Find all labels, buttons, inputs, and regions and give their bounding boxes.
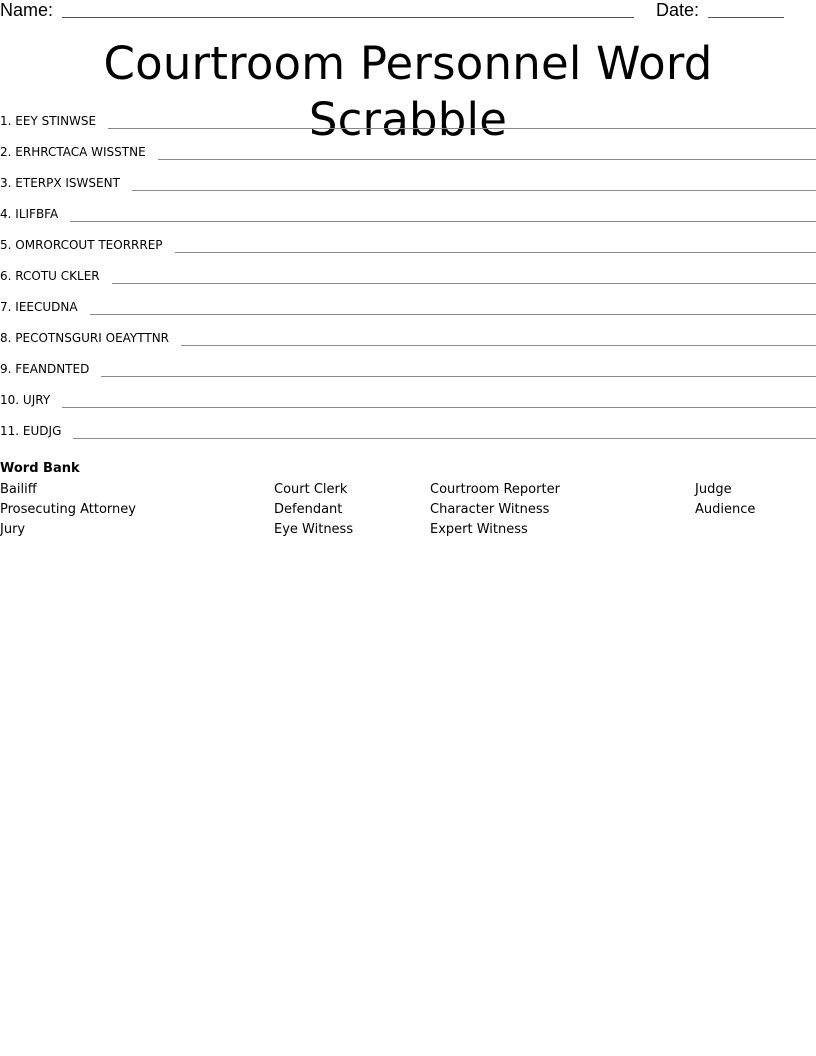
scrambled-word: PECOTNSGURI OEAYTTNR (15, 331, 170, 345)
date-field-line[interactable] (708, 17, 784, 18)
question-item (0, 234, 816, 265)
word-bank-item: Jury (0, 522, 26, 537)
word-bank-item: Courtroom Reporter (430, 482, 560, 497)
answer-line[interactable] (112, 283, 816, 284)
answer-line[interactable] (73, 438, 816, 439)
word-bank-item: Court Clerk (274, 482, 348, 497)
answer-line[interactable] (70, 221, 816, 222)
question-item (0, 265, 816, 296)
word-bank-heading: Word Bank (0, 461, 80, 476)
answer-line[interactable] (175, 252, 816, 253)
question-item (0, 296, 816, 327)
header-row (0, 0, 816, 24)
question-number: 8. (0, 331, 12, 345)
question-item (0, 358, 816, 389)
question-item (0, 327, 816, 358)
word-bank-item: Judge (695, 482, 732, 497)
question-item (0, 141, 816, 172)
question-number: 2. (0, 145, 12, 159)
answer-line[interactable] (101, 376, 816, 377)
scrambled-word: IEECUDNA (15, 300, 78, 314)
answer-line[interactable] (62, 407, 816, 408)
question-item (0, 172, 816, 203)
question-number: 1. (0, 114, 12, 128)
word-bank-item: Defendant (274, 502, 343, 517)
question-number: 7. (0, 300, 12, 314)
answer-line[interactable] (108, 128, 816, 129)
question-number: 11. (0, 424, 20, 438)
question-item (0, 420, 816, 451)
answer-line[interactable] (181, 345, 816, 346)
word-bank-item: Prosecuting Attorney (0, 502, 136, 517)
answer-line[interactable] (158, 159, 816, 160)
question-item (0, 389, 816, 420)
date-label: Date: (656, 0, 700, 20)
question-number: 10. (0, 393, 20, 407)
word-bank-item: Eye Witness (274, 522, 354, 537)
scrambled-word: UJRY (22, 393, 51, 407)
scrambled-word: EUDJG (22, 424, 62, 438)
name-field-line[interactable] (62, 17, 634, 18)
question-number: 3. (0, 176, 12, 190)
scrambled-word: FEANDNTED (15, 362, 90, 376)
question-number: 5. (0, 238, 12, 252)
question-item (0, 203, 816, 234)
scrambled-word: ERHRCTACA WISSTNE (15, 145, 146, 159)
answer-line[interactable] (90, 314, 816, 315)
scrambled-word: RCOTU CKLER (15, 269, 100, 283)
word-bank-grid (0, 480, 816, 544)
word-bank (0, 460, 816, 544)
name-label: Name: (0, 0, 54, 20)
word-bank-item: Bailiff (0, 482, 37, 497)
word-bank-item: Character Witness (430, 502, 550, 517)
page-title: Courtroom Personnel Word Scrabble (103, 37, 713, 146)
word-bank-item: Audience (695, 502, 756, 517)
question-item (0, 110, 816, 141)
question-number: 9. (0, 362, 12, 376)
word-bank-item: Expert Witness (430, 522, 528, 537)
scrambled-word: ILIFBFA (15, 207, 59, 221)
scrambled-word: EEY STINWSE (15, 114, 97, 128)
question-number: 4. (0, 207, 12, 221)
answer-line[interactable] (132, 190, 816, 191)
question-number: 6. (0, 269, 12, 283)
question-list (0, 110, 816, 451)
scrambled-word: OMRORCOUT TEORRREP (15, 238, 163, 252)
scrambled-word: ETERPX ISWSENT (15, 176, 120, 190)
